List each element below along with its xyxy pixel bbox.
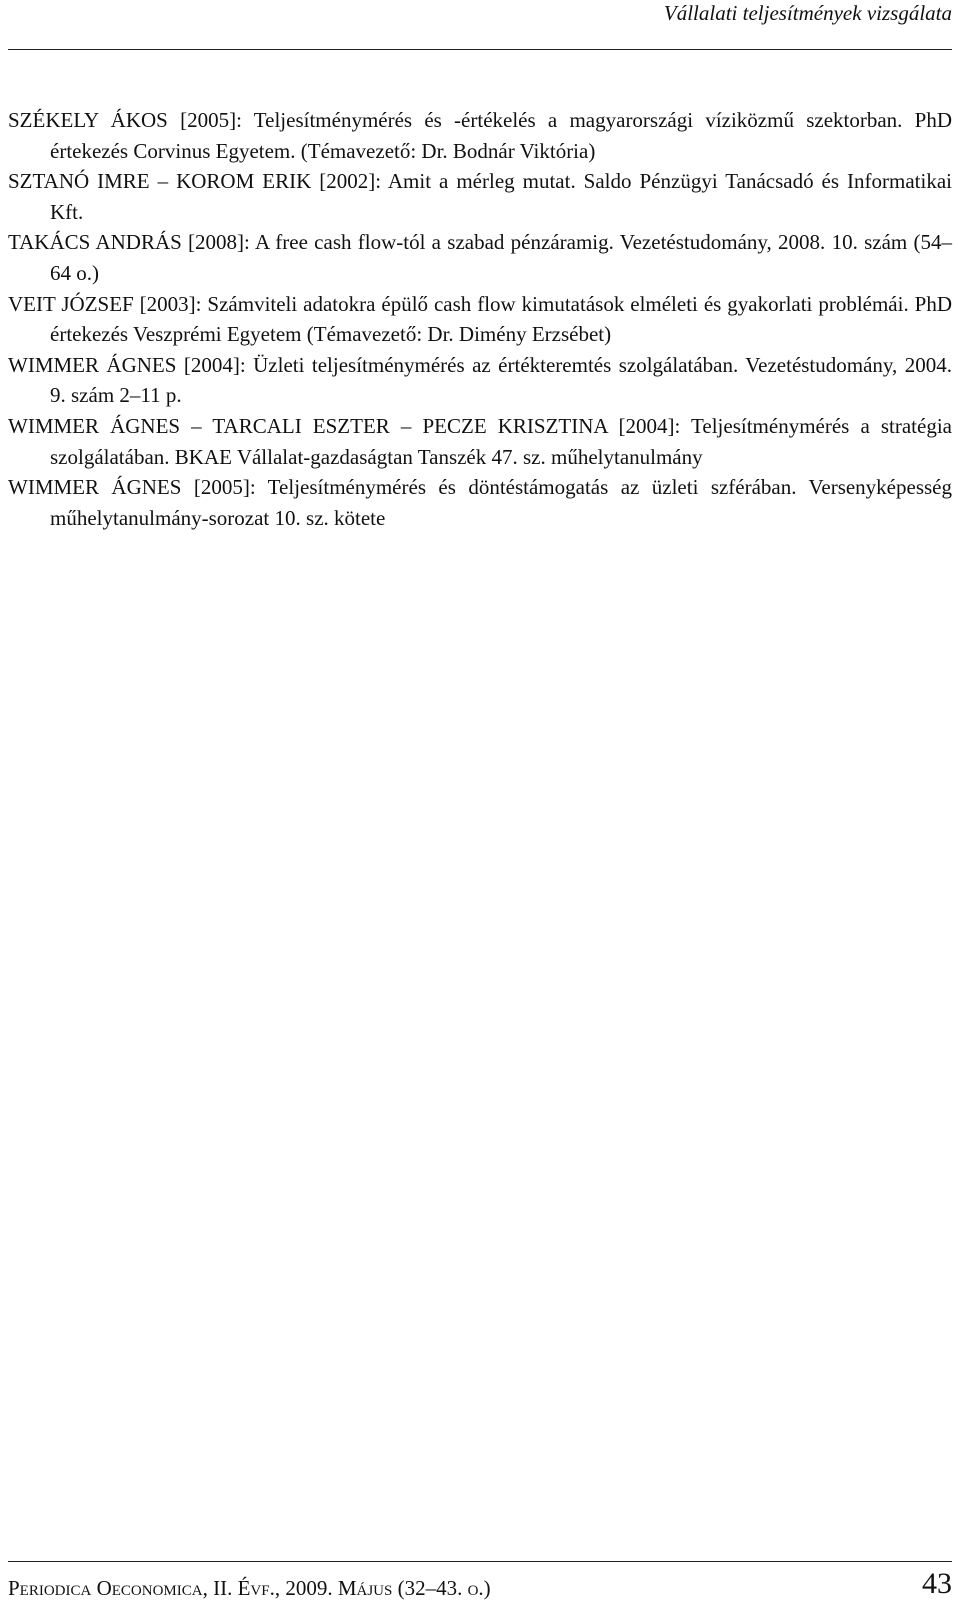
reference-entry: WIMMER ÁGNES – TARCALI ESZTER – PECZE KRISZTINA [2004]: Teljesítménymérés a stratégia szolgálatában. BKAE Vállalat-gazdaságtan Tanszék 47. sz. műhelytanulmány bbox=[8, 413, 952, 469]
reference-entry: WIMMER ÁGNES [2005]: Teljesítménymérés és döntéstámogatás az üzleti szférában. Versenyképesség műhelytanulmány-sorozat 10. sz. kötete bbox=[8, 475, 952, 530]
page-footer bbox=[8, 1561, 952, 1611]
reference-entry: WIMMER ÁGNES [2004]: Üzleti teljesítménymérés az értékteremtés szolgálatában. Vezetéstudomány, 2004. 9. szám 2–11 p. bbox=[8, 352, 952, 408]
running-header bbox=[8, 0, 952, 50]
page-number: 43 bbox=[922, 1567, 952, 1600]
journal-citation: Periodica Oeconomica, II. Évf., 2009. Május (32–43. o.) bbox=[8, 1576, 491, 1600]
running-title: Vállalati teljesítmények vizsgálata bbox=[663, 1, 952, 25]
reference-entry: VEIT JÓZSEF [2003]: Számviteli adatokra épülő cash flow kimutatások elméleti és gyakorlati problémái. PhD értekezés Veszprémi Egyetem (Témavezető: Dr. Dimény Erzsébet) bbox=[8, 291, 952, 347]
reference-entry: TAKÁCS ANDRÁS [2008]: A free cash flow-tól a szabad pénzáramig. Vezetéstudomány, 2008. 10. szám (54–64 o.) bbox=[8, 230, 952, 285]
reference-entry: SZTANÓ IMRE – KOROM ERIK [2002]: Amit a mérleg mutat. Saldo Pénzügyi Tanácsadó és Informatikai Kft. bbox=[8, 169, 952, 224]
reference-list bbox=[8, 105, 952, 533]
reference-entry: SZÉKELY ÁKOS [2005]: Teljesítménymérés és -értékelés a magyarországi víziközmű szektorban. PhD értekezés Corvinus Egyetem. (Témavezető: Dr. Bodnár Viktória) bbox=[8, 108, 952, 163]
